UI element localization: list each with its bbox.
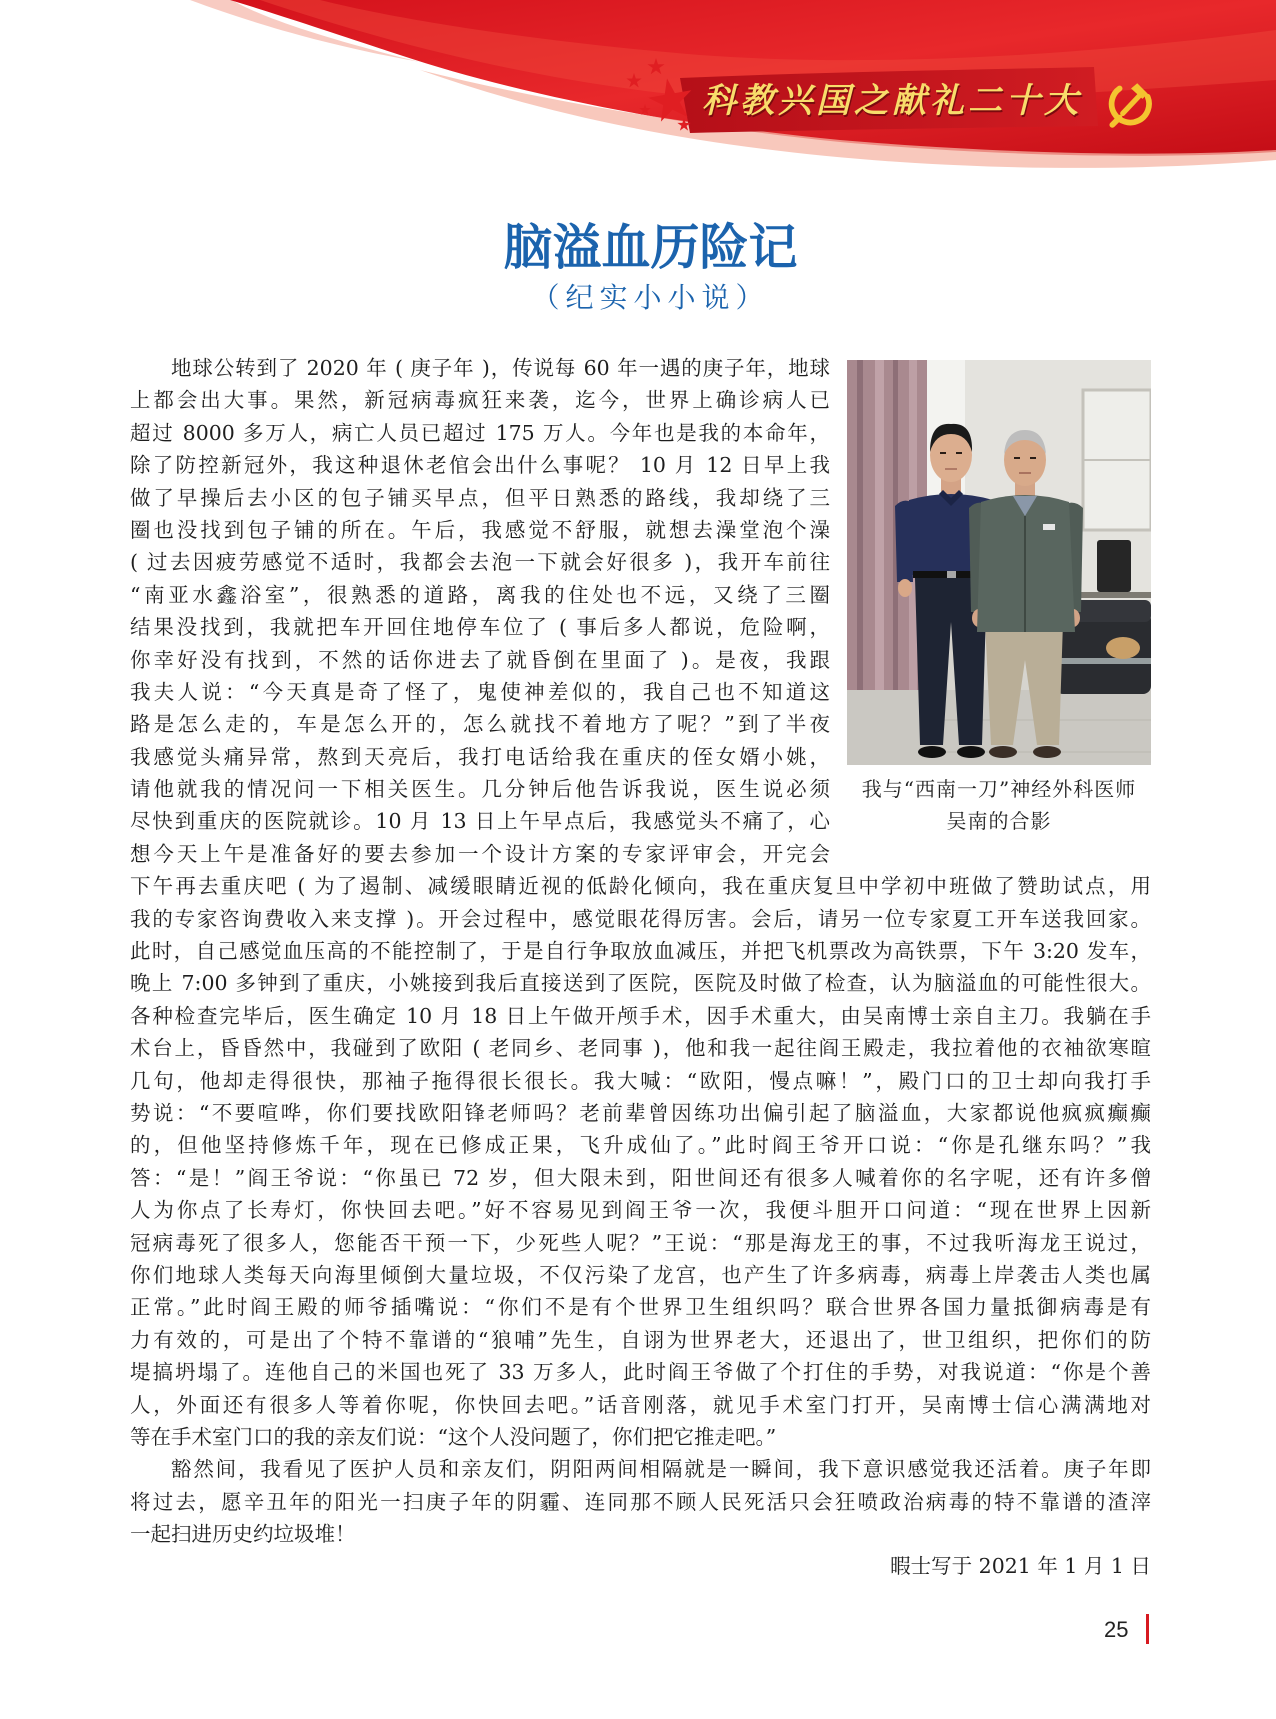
article-subtitle: （纪实小小说） [531, 281, 770, 314]
text-line: ( 过去因疲劳感觉不适时，我都会去泡一下就会好很多 )，我开车前往 [130, 550, 830, 575]
text-line: 想今天上午是准备好的要去参加一个设计方案的专家评审会，开完会 [130, 841, 830, 866]
text-line: 堤搞坍塌了。连他自己的米国也死了 33 万多人，此时阎王爷做了个打住的手势，对我说道：“你是个善 [130, 1360, 1151, 1385]
text-line: 你们地球人类每天向海里倾倒大量垃圾，不仅污染了龙宫，也产生了许多病毒，病毒上岸袭击人类也属 [130, 1262, 1151, 1287]
text-line: 尽快到重庆的医院就诊。10 月 13 日上午早点后，我感觉头不痛了，心 [130, 809, 830, 834]
text-line: 我感觉头痛异常，熬到天亮后，我打电话给我在重庆的侄女婿小姚， [130, 744, 830, 769]
text-line: 上都会出大事。果然，新冠病毒疯狂来袭，迄今，世界上确诊病人已 [130, 388, 830, 413]
page-number: 25 [1104, 1617, 1129, 1642]
text-line: 的，但他坚持修炼千年，现在已修成正果，飞升成仙了。”此时阎王爷开口说：“你是孔继东吗？”我 [130, 1133, 1151, 1158]
text-line: 几句，他却走得很快，那袖子拖得很长很长。我大喊：“欧阳，慢点嘛！”，殿门口的卫士却向我打手 [130, 1068, 1151, 1093]
party-emblem-icon [1104, 76, 1156, 128]
text-line: 做了早操后去小区的包子铺买早点，但平日熟悉的路线，我却绕了三 [130, 485, 830, 510]
text-line: 正常。”此时阎王殿的师爷插嘴说：“你们不是有个世界卫生组织吗？联合世界各国力量抵御病毒是有 [130, 1295, 1151, 1320]
text-line: 势说：“不要喧哗，你们要找欧阳锋老师吗？老前辈曾因练功出偏引起了脑溢血，大家都说他疯疯癫癫 [130, 1100, 1151, 1125]
banner-title: 科教兴国之献礼二十大 [702, 81, 1082, 121]
text-line: 除了防控新冠外，我这种退休老倌会出什么事呢？ 10 月 12 日早上我 [130, 453, 830, 478]
text-line: 豁然间，我看见了医护人员和亲友们，阴阳两间相隔就是一瞬间，我下意识感觉我还活着。庚子年即 [171, 1457, 1151, 1482]
text-line: 结果没找到，我就把车开回住地停车位了 ( 事后多人都说，危险啊， [130, 615, 830, 640]
text-line: 此时，自己感觉血压高的不能控制了，于是自行争取放血减压，并把飞机票改为高铁票，下午 3:20 发车， [130, 939, 1151, 964]
author-signature: 暇士写于 2021 年 1 月 1 日 [890, 1554, 1151, 1579]
text-line: 我夫人说：“今天真是奇了怪了，鬼使神差似的，我自己也不知道这 [130, 679, 830, 704]
text-line: 等在手术室门口的我的亲友们说：“这个人没问题了，你们把它推走吧。” [130, 1424, 777, 1449]
text-line: 力有效的，可是出了个特不靠谱的“狼哺”先生，自诩为世界老大，还退出了，世卫组织，把你们的防 [130, 1327, 1151, 1352]
text-line: 晚上 7:00 多钟到了重庆，小姚接到我后直接送到了医院，医院及时做了检查，认为脑溢血的可能性很大。 [130, 971, 1151, 996]
text-line: 我的专家咨询费收入来支撑 )。开会过程中，感觉眼花得厉害。会后，请另一位专家夏工开车送我回家。 [130, 906, 1151, 931]
text-line: 各种检查完毕后，医生确定 10 月 18 日上午做开颅手术，因手术重大，由吴南博士亲自主刀。我躺在手 [130, 1003, 1151, 1028]
photo-caption [837, 773, 1161, 838]
text-line: 超过 8000 多万人，病亡人员已超过 175 万人。今年也是我的本命年， [130, 420, 830, 445]
caption-line: 我与“西南一刀”神经外科医师 [861, 777, 1137, 801]
article-photo [847, 360, 1151, 765]
text-line: 人，外面还有很多人等着你呢，你快回去吧。”话音刚落，就见手术室门打开，吴南博士信心满满地对 [130, 1392, 1151, 1417]
header-banner [0, 0, 1276, 175]
text-line: 你幸好没有找到，不然的话你进去了就昏倒在里面了 )。是夜，我跟 [130, 647, 830, 672]
text-line: 答：“是！”阎王爷说：“你虽已 72 岁，但大限未到，阳世间还有很多人喊着你的名字呢，还有许多僧 [130, 1165, 1151, 1190]
text-line: 人为你点了长寿灯，你快回去吧。”好不容易见到阎王爷一次，我便斗胆开口问道：“现在世界上因新 [130, 1198, 1151, 1223]
text-line: 冠病毒死了很多人，您能否干预一下，少死些人呢？”王说：“那是海龙王的事，不过我听海龙王说过， [130, 1230, 1151, 1255]
caption-line: 吴南的合影 [946, 809, 1052, 834]
red-flag-graphic [0, 0, 1276, 175]
text-line: 术台上，昏昏然中，我碰到了欧阳 ( 老同乡、老同事 )，他和我一起往阎王殿走，我拉着他的衣袖欲寒暄 [130, 1036, 1151, 1061]
photo-image [847, 360, 1151, 765]
page-number-bar [1146, 1614, 1149, 1644]
text-line: 路是怎么走的，车是怎么开的，怎么就找不着地方了呢？”到了半夜 [130, 712, 830, 737]
text-line: “南亚水鑫浴室”，很熟悉的道路，离我的住处也不远，又绕了三圈 [130, 582, 830, 607]
article-title: 脑溢血历险记 [503, 218, 798, 276]
text-line: 下午再去重庆吧 ( 为了遏制、减缓眼睛近视的低龄化倾向，我在重庆复旦中学初中班做了赞助试点，用 [130, 874, 1151, 899]
text-line: 一起扫进历史约垃圾堆！ [130, 1522, 356, 1547]
text-line: 圈也没找到包子铺的所在。午后，我感觉不舒服，就想去澡堂泡个澡 [130, 517, 830, 542]
text-line: 将过去，愿辛丑年的阳光一扫庚子年的阴霾、连同那不顾人民死活只会狂喷政治病毒的特不靠谱的渣滓 [130, 1489, 1151, 1514]
text-line: 请他就我的情况问一下相关医生。几分钟后他告诉我说，医生说必须 [130, 777, 830, 802]
text-line: 地球公转到了 2020 年 ( 庚子年 )，传说每 60 年一遇的庚子年，地球 [171, 356, 830, 380]
